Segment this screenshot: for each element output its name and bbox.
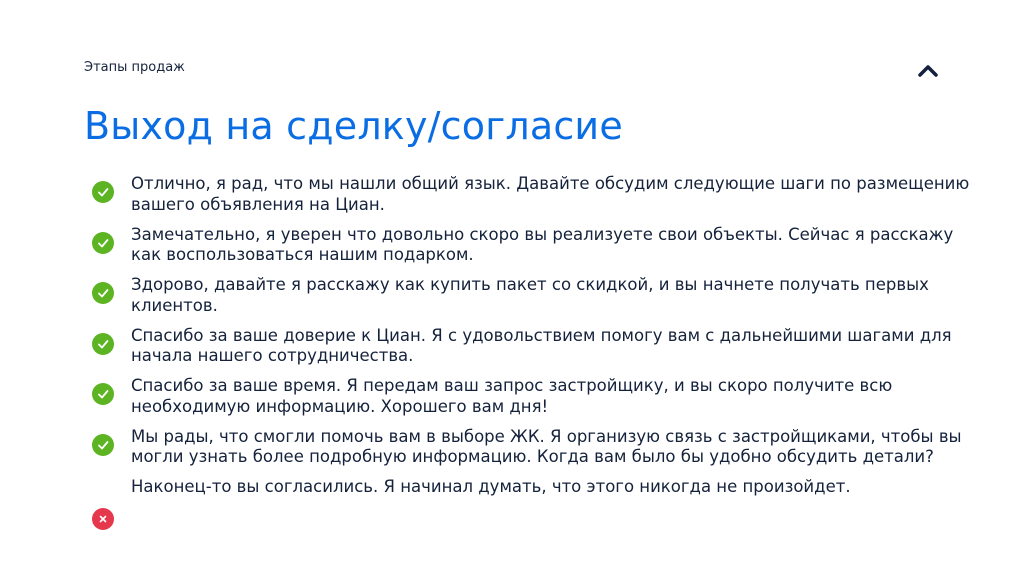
check-icon	[92, 434, 114, 456]
page-title: Выход на сделку/согласие	[84, 104, 623, 148]
item-text: Спасибо за ваше доверие к Циан. Я с удовольствием помогу вам с дальнейшими шагами для начала нашего сотрудничества.	[131, 325, 952, 365]
check-icon	[92, 181, 114, 203]
item-text: Отлично, я рад, что мы нашли общий язык. Давайте обсудим следующие шаги по размещению вашего объявления на Циан.	[131, 174, 970, 214]
item-text: Спасибо за ваше время. Я передам ваш запрос застройщику, и вы скоро получите всю необходимую информацию. Хорошего вам дня!	[131, 376, 893, 416]
cross-icon	[92, 508, 114, 530]
item-text: Замечательно, я уверен что довольно скоро вы реализуете свои объекты. Сейчас я расскажу как воспользоваться нашим подарком.	[131, 224, 954, 264]
item-text: Здорово, давайте я расскажу как купить пакет со скидкой, и вы начнете получать первых клиентов.	[131, 275, 929, 315]
section-label: Этапы продаж	[84, 60, 185, 75]
list-item	[92, 275, 972, 326]
list-item	[92, 326, 972, 377]
list-item	[92, 225, 972, 276]
check-icon	[92, 333, 114, 355]
chevron-up-icon[interactable]	[916, 60, 940, 80]
list-item	[92, 174, 972, 225]
list-item	[92, 477, 972, 528]
list-item	[92, 427, 972, 478]
item-text: Мы рады, что смогли помочь вам в выборе ЖК. Я организую связь с застройщиками, чтобы вы могли узнать более подробную информацию. Когда вам было бы удобно обсудить детали?	[131, 426, 962, 466]
check-icon	[92, 282, 114, 304]
check-icon	[92, 383, 114, 405]
check-icon	[92, 232, 114, 254]
item-text: Наконец-то вы согласились. Я начинал думать, что этого никогда не произойдет.	[131, 477, 851, 496]
list-item	[92, 376, 972, 427]
response-list	[92, 174, 972, 528]
